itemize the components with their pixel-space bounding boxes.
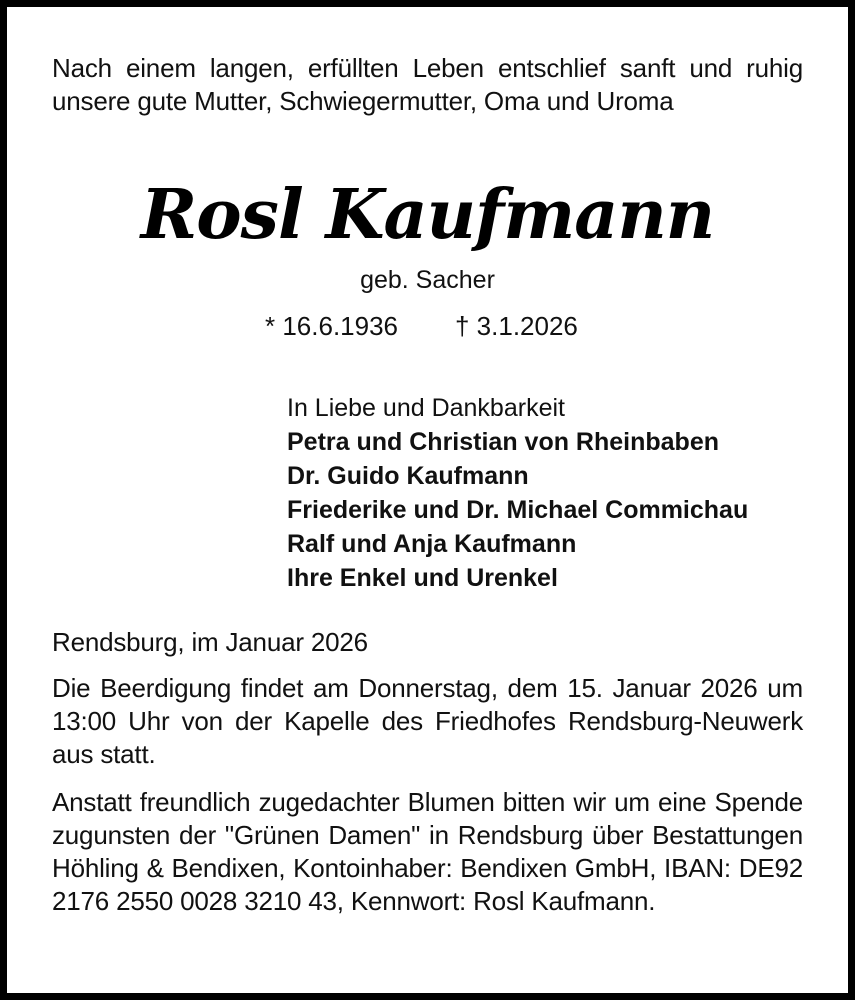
birth-date: * 16.6.1936 bbox=[265, 311, 399, 341]
obituary-notice bbox=[7, 7, 848, 993]
place-date: Rendsburg, im Januar 2026 bbox=[52, 627, 368, 657]
intro-text: Nach einem langen, erfüllten Leben entschlief sanft und ruhig unsere gute Mutter, Schwiegermutter, Oma und Uroma bbox=[52, 53, 803, 116]
maiden-name: geb. Sacher bbox=[360, 266, 495, 294]
death-date: † 3.1.2026 bbox=[455, 311, 578, 341]
family-intro: In Liebe und Dankbarkeit bbox=[287, 394, 565, 422]
family-member: Friederike und Dr. Michael Commichau bbox=[287, 496, 749, 524]
family-member: Petra und Christian von Rheinbaben bbox=[287, 428, 719, 456]
family-member: Ihre Enkel und Urenkel bbox=[287, 564, 558, 592]
funeral-info: Die Beerdigung findet am Donnerstag, dem 15. Januar 2026 um 13:00 Uhr von der Kapelle des Friedhofes Rendsburg-Neuwerk aus statt. bbox=[52, 673, 803, 769]
deceased-name: Rosl Kaufmann bbox=[140, 175, 715, 255]
family-member: Ralf und Anja Kaufmann bbox=[287, 530, 577, 558]
family-block bbox=[287, 391, 748, 595]
family-member: Dr. Guido Kaufmann bbox=[287, 462, 529, 490]
donation-info: Anstatt freundlich zugedachter Blumen bitten wir um eine Spende zugunsten der "Grünen Damen" in Rendsburg über Bestattungen Höhling & Bendixen, Kontoinhaber: Bendixen GmbH, IBAN: DE92 2176 2550 0028 3210 43, Kennwort: Rosl Kaufmann. bbox=[52, 787, 803, 916]
